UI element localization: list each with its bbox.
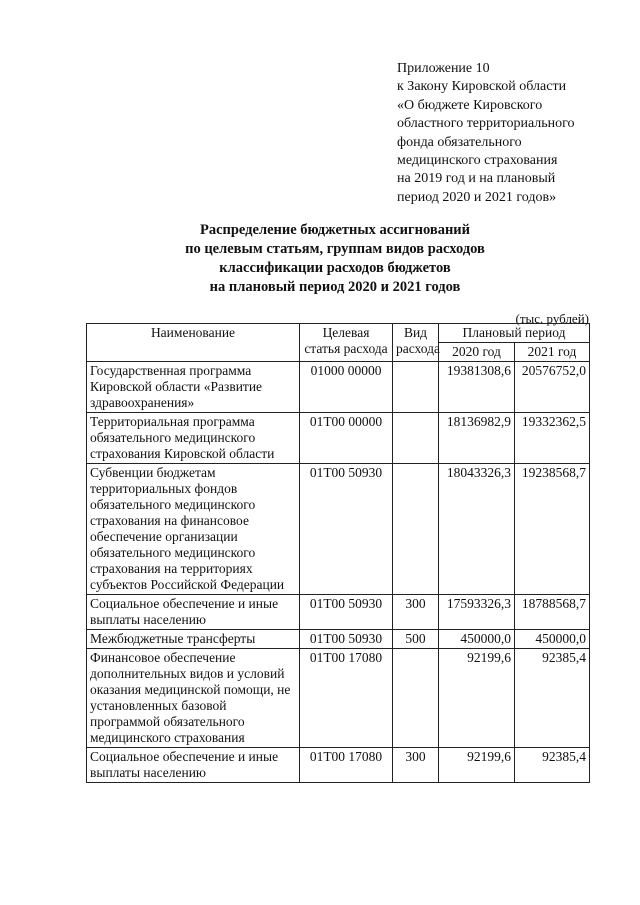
table-row [87, 595, 590, 630]
row-amount-2020: 92199,6 [439, 748, 515, 783]
row-amount-2020: 92199,6 [439, 649, 515, 748]
row-target-article: 01Т00 50930 [300, 464, 393, 595]
appendix-line: период 2020 и 2021 годов» [397, 189, 557, 205]
row-name: Территориальная программа обязательного медицинского страхования Кировской области [87, 413, 300, 464]
row-expense-type [393, 464, 439, 595]
title-line: Распределение бюджетных ассигнований [199, 222, 471, 238]
row-amount-2021: 92385,4 [515, 649, 590, 748]
title-line: по целевым статьям, группам видов расходов [185, 241, 485, 257]
header-planned-period: Плановый период [439, 324, 590, 343]
document-title [120, 221, 550, 297]
table-row [87, 748, 590, 783]
row-amount-2020: 18043326,3 [439, 464, 515, 595]
row-amount-2020: 17593326,3 [439, 595, 515, 630]
row-amount-2021: 19332362,5 [515, 413, 590, 464]
row-amount-2021: 20576752,0 [515, 362, 590, 413]
row-expense-type: 500 [393, 630, 439, 649]
appendix-line: медицинского страхования [397, 153, 558, 169]
row-expense-type [393, 413, 439, 464]
row-target-article: 01Т00 00000 [300, 413, 393, 464]
row-amount-2021: 450000,0 [515, 630, 590, 649]
row-target-article: 01Т00 50930 [300, 595, 393, 630]
row-expense-type [393, 649, 439, 748]
appendix-line: «О бюджете Кировского [397, 97, 543, 113]
row-amount-2020: 19381308,6 [439, 362, 515, 413]
title-line: классификации расходов бюджетов [219, 260, 451, 276]
row-expense-type [393, 362, 439, 413]
header-target-article: Целевая статья расхода [300, 324, 393, 362]
table-row [87, 464, 590, 595]
row-target-article: 01Т00 17080 [300, 748, 393, 783]
header-name: Наименование [87, 324, 300, 362]
header-row [87, 324, 590, 343]
budget-table [86, 323, 590, 783]
row-name: Межбюджетные трансферты [87, 630, 300, 649]
row-amount-2020: 450000,0 [439, 630, 515, 649]
table-row [87, 649, 590, 748]
header-year-2021: 2021 год [515, 343, 590, 362]
row-amount-2021: 92385,4 [515, 748, 590, 783]
appendix-line: Приложение 10 [397, 61, 490, 76]
row-name: Социальное обеспечение и иные выплаты населению [87, 595, 300, 630]
table-row [87, 630, 590, 649]
row-target-article: 01Т00 50930 [300, 630, 393, 649]
header-year-2020: 2020 год [439, 343, 515, 362]
header-expense-type: Вид расхода [393, 324, 439, 362]
appendix-line: областного территориального [397, 116, 575, 132]
row-amount-2020: 18136982,9 [439, 413, 515, 464]
row-name: Субвенции бюджетам территориальных фондов обязательного медицинского страхования на финансовое обеспечение организации обязательного медицинского страхования на территориях субъектов Российской Федерации [87, 464, 300, 595]
row-name: Государственная программа Кировской области «Развитие здравоохранения» [87, 362, 300, 413]
row-amount-2021: 18788568,7 [515, 595, 590, 630]
table-row [87, 362, 590, 413]
appendix-note [397, 60, 612, 207]
appendix-line: на 2019 год и на плановый [397, 171, 556, 187]
appendix-line: к Закону Кировской области [397, 79, 567, 95]
table-row [87, 413, 590, 464]
title-line: на плановый период 2020 и 2021 годов [209, 279, 461, 295]
row-expense-type: 300 [393, 595, 439, 630]
row-expense-type: 300 [393, 748, 439, 783]
row-name: Социальное обеспечение и иные выплаты населению [87, 748, 300, 783]
row-target-article: 01Т00 17080 [300, 649, 393, 748]
row-name: Финансовое обеспечение дополнительных видов и условий оказания медицинской помощи, не установленных базовой программой обязательного медицинского страхования [87, 649, 300, 748]
appendix-line: фонда обязательного [397, 134, 522, 150]
row-amount-2021: 19238568,7 [515, 464, 590, 595]
row-target-article: 01000 00000 [300, 362, 393, 413]
units-label: (тыс. рублей) [515, 311, 589, 326]
